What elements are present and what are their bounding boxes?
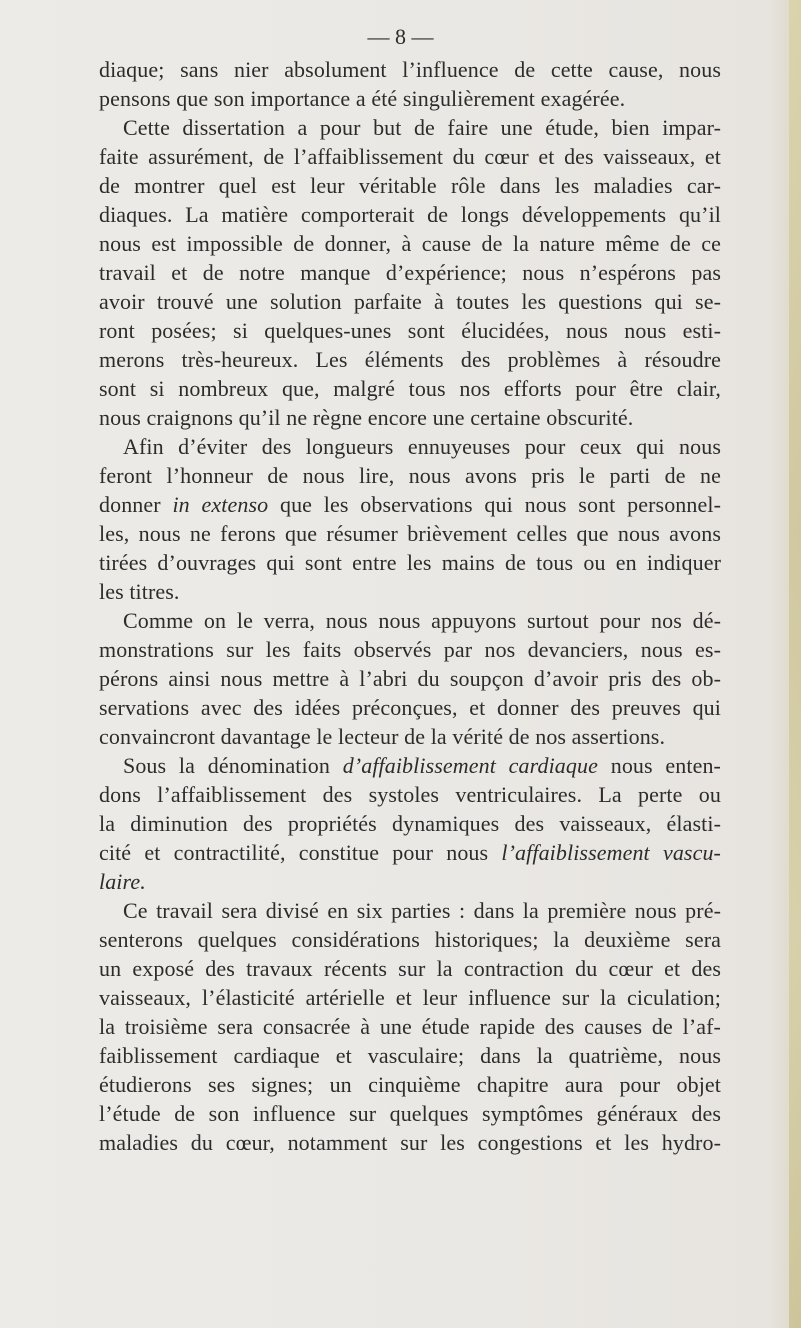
text-line <box>99 751 721 780</box>
text-line <box>99 867 721 896</box>
text-line: Cette dissertation a pour but de faire une étude, bien impar- <box>123 115 721 140</box>
text-line: travail et de notre manque d’expérience; nous n’espérons pas <box>99 260 721 285</box>
text-line <box>99 490 721 519</box>
italic-phrase: d’affaiblissement cardiaque <box>342 753 598 778</box>
page-edge <box>789 0 801 1328</box>
text-segment: cité et contractilité, constitue pour nous <box>99 840 489 865</box>
text-line: un exposé des travaux récents sur la contraction du cœur et des <box>99 956 721 981</box>
text-line: servations avec des idées préconçues, et donner des preuves qui <box>99 695 721 720</box>
text-line: les titres. <box>99 579 180 604</box>
text-line: étudierons ses signes; un cinquième chapitre aura pour objet <box>99 1072 721 1097</box>
text-line: pensons que son importance a été singulièrement exagérée. <box>99 86 626 111</box>
text-line: Comme on le verra, nous nous appuyons surtout pour nos dé- <box>123 608 721 633</box>
text-line: diaque; sans nier absolument l’influence de cette cause, nous <box>99 57 721 82</box>
text-segment: Sous la dénomination <box>123 753 330 778</box>
text-segment: que les observations qui nous sont personnel- <box>279 492 721 517</box>
text-line: sont si nombreux que, malgré tous nos efforts pour être clair, <box>99 376 721 401</box>
page-number: — 8 — <box>367 24 434 49</box>
italic-phrase: laire. <box>99 869 146 894</box>
text-line: l’étude de son influence sur quelques symptômes généraux des <box>99 1101 721 1126</box>
text-line: les, nous ne ferons que résumer brièvement celles que nous avons <box>99 521 721 546</box>
italic-phrase: l’affaiblissement vascu- <box>501 840 721 865</box>
text-line: monstrations sur les faits observés par nos devanciers, nous es- <box>99 637 721 662</box>
text-line: de montrer quel est leur véritable rôle dans les maladies car- <box>99 173 721 198</box>
text-line: faiblissement cardiaque et vasculaire; dans la quatrième, nous <box>99 1043 721 1068</box>
text-line: pérons ainsi nous mettre à l’abri du soupçon d’avoir pris des ob- <box>99 666 721 691</box>
text-line: nous craignons qu’il ne règne encore une certaine obscurité. <box>99 405 634 430</box>
text-line: tirées d’ouvrages qui sont entre les mains de tous ou en indiquer <box>99 550 721 575</box>
text-line: maladies du cœur, notamment sur les congestions et les hydro- <box>99 1130 721 1155</box>
text-segment: nous enten- <box>610 753 721 778</box>
text-line: merons très-heureux. Les éléments des problèmes à résoudre <box>99 347 721 372</box>
text-line: la diminution des propriétés dynamiques des vaisseaux, élasti- <box>99 811 721 836</box>
text-line: faite assurément, de l’affaiblissement du cœur et des vaisseaux, et <box>99 144 721 169</box>
italic-phrase: in extenso <box>172 492 269 517</box>
text-line: ront posées; si quelques-unes sont élucidées, nous nous esti- <box>99 318 721 343</box>
text-line: la troisième sera consacrée à une étude rapide des causes de l’af- <box>99 1014 721 1039</box>
text-line: dons l’affaiblissement des systoles ventriculaires. La perte ou <box>99 782 721 807</box>
text-line: feront l’honneur de nous lire, nous avons pris le parti de ne <box>99 463 721 488</box>
text-line <box>99 838 721 867</box>
text-line: avoir trouvé une solution parfaite à toutes les questions qui se- <box>99 289 721 314</box>
text-line: vaisseaux, l’élasticité artérielle et leur influence sur la ciculation; <box>99 985 721 1010</box>
text-line: diaques. La matière comporterait de longs développements qu’il <box>99 202 721 227</box>
text-line: Ce travail sera divisé en six parties : dans la première nous pré- <box>123 898 721 923</box>
text-line: convaincront davantage le lecteur de la vérité de nos assertions. <box>99 724 666 749</box>
body-text <box>99 55 721 1157</box>
text-segment: donner <box>99 492 161 517</box>
text-line: senterons quelques considérations historiques; la deuxième sera <box>99 927 721 952</box>
text-line: nous est impossible de donner, à cause de la nature même de ce <box>99 231 721 256</box>
text-line: Afin d’éviter des longueurs ennuyeuses pour ceux qui nous <box>123 434 721 459</box>
